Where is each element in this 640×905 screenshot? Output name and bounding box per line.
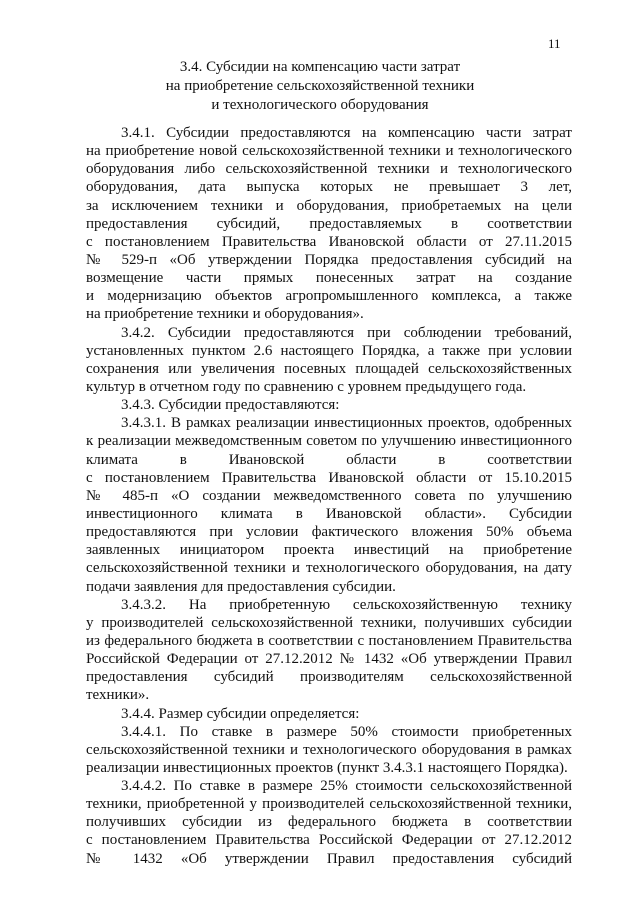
text-line: у производителей сельскохозяйственной техники, получивших субсидии bbox=[86, 614, 572, 631]
section-title bbox=[0, 58, 640, 115]
text-line: 3.4.4.2. По ставке в размере 25% стоимости сельскохозяйственной bbox=[121, 778, 572, 795]
text-line: климата в Ивановской области в соответствии bbox=[86, 451, 572, 468]
text-line: на приобретение техники и оборудования». bbox=[86, 306, 364, 323]
text-line: 3.4.2. Субсидии предоставляются при соблюдении требований, bbox=[121, 324, 572, 341]
text-line: 3.4.3.2. На приобретенную сельскохозяйственную технику bbox=[121, 596, 572, 613]
text-line: оборудования, дата выпуска которых не превышает 3 лет, bbox=[86, 179, 572, 196]
document-body bbox=[86, 124, 572, 868]
text-line: техники, приобретенной у производителей сельскохозяйственной техники, bbox=[86, 796, 572, 813]
text-line: 3.4.4.1. По ставке в размере 50% стоимости приобретенных bbox=[121, 723, 572, 740]
text-line: на приобретение новой сельскохозяйственной техники и технологического bbox=[86, 143, 572, 160]
text-line: подачи заявления для предоставления субсидии. bbox=[86, 578, 396, 595]
text-line: 3.4.3.1. В рамках реализации инвестиционных проектов, одобренных bbox=[121, 415, 572, 432]
text-line: предоставляются при условии фактического вложения 50% объема bbox=[86, 524, 572, 541]
text-line: с постановлением Правительства Ивановской области от 27.11.2015 bbox=[86, 233, 572, 250]
text-line: с постановлением Правительства Ивановской области от 15.10.2015 bbox=[86, 469, 572, 486]
text-line: с постановлением Правительства Российской Федерации от 27.12.2012 bbox=[86, 832, 572, 849]
text-line: предоставления субсидий производителям сельскохозяйственной bbox=[86, 669, 572, 686]
section-title-line: и технологического оборудования bbox=[211, 97, 429, 113]
text-line: техники». bbox=[86, 687, 150, 704]
text-line: 3.4.4. Размер субсидии определяется: bbox=[121, 705, 360, 722]
text-line: культур в отчетном году по сравнению с уровнем предыдущего года. bbox=[86, 378, 527, 395]
text-line: заявленных инициатором проекта инвестиций на приобретение bbox=[86, 542, 572, 559]
text-line: сохранения или увеличения посевных площадей сельскохозяйственных bbox=[86, 360, 572, 377]
text-line: № 1432 «Об утверждении Правил предоставления субсидий bbox=[86, 850, 572, 867]
section-title-line: на приобретение сельскохозяйственной техники bbox=[165, 78, 475, 94]
text-line: и модернизацию объектов агропромышленного комплекса, а также bbox=[86, 288, 572, 305]
text-line: 3.4.1. Субсидии предоставляются на компенсацию части затрат bbox=[121, 125, 572, 141]
text-line: к реализации межведомственным советом по улучшению инвестиционного bbox=[86, 433, 572, 450]
text-line: Российской Федерации от 27.12.2012 № 1432 «Об утверждении Правил bbox=[86, 651, 572, 668]
text-line: № 529-п «Об утверждении Порядка предоставления субсидий на bbox=[86, 251, 572, 268]
text-line: оборудования либо сельскохозяйственной техники и технологического bbox=[86, 161, 572, 178]
text-line: установленных пунктом 2.6 настоящего Порядка, а также при условии bbox=[86, 342, 572, 359]
text-line: № 485-п «О создании межведомственного совета по улучшению bbox=[86, 487, 572, 504]
text-line: реализации инвестиционных проектов (пункт 3.4.3.1 настоящего Порядка). bbox=[86, 759, 568, 776]
text-line: предоставления субсидий, предоставляемых в соответствии bbox=[86, 215, 572, 232]
section-title-line: 3.4. Субсидии на компенсацию части затрат bbox=[179, 59, 461, 75]
text-line: инвестиционного климата в Ивановской области». Субсидии bbox=[86, 505, 572, 522]
text-line: сельскохозяйственной техники и технологического оборудования в рамках bbox=[86, 741, 572, 758]
text-line: сельскохозяйственной техники и технологического оборудования, на дату bbox=[86, 560, 572, 577]
text-line: получивших субсидии из федерального бюджета в соответствии bbox=[86, 814, 572, 831]
text-line: возмещение части прямых понесенных затрат на создание bbox=[86, 270, 572, 287]
page-number: 11 bbox=[548, 36, 561, 51]
text-line: за исключением техники и оборудования, приобретаемых на цели bbox=[86, 197, 572, 214]
text-line: из федерального бюджета в соответствии с постановлением Правительства bbox=[86, 632, 572, 649]
text-line: 3.4.3. Субсидии предоставляются: bbox=[121, 397, 340, 414]
